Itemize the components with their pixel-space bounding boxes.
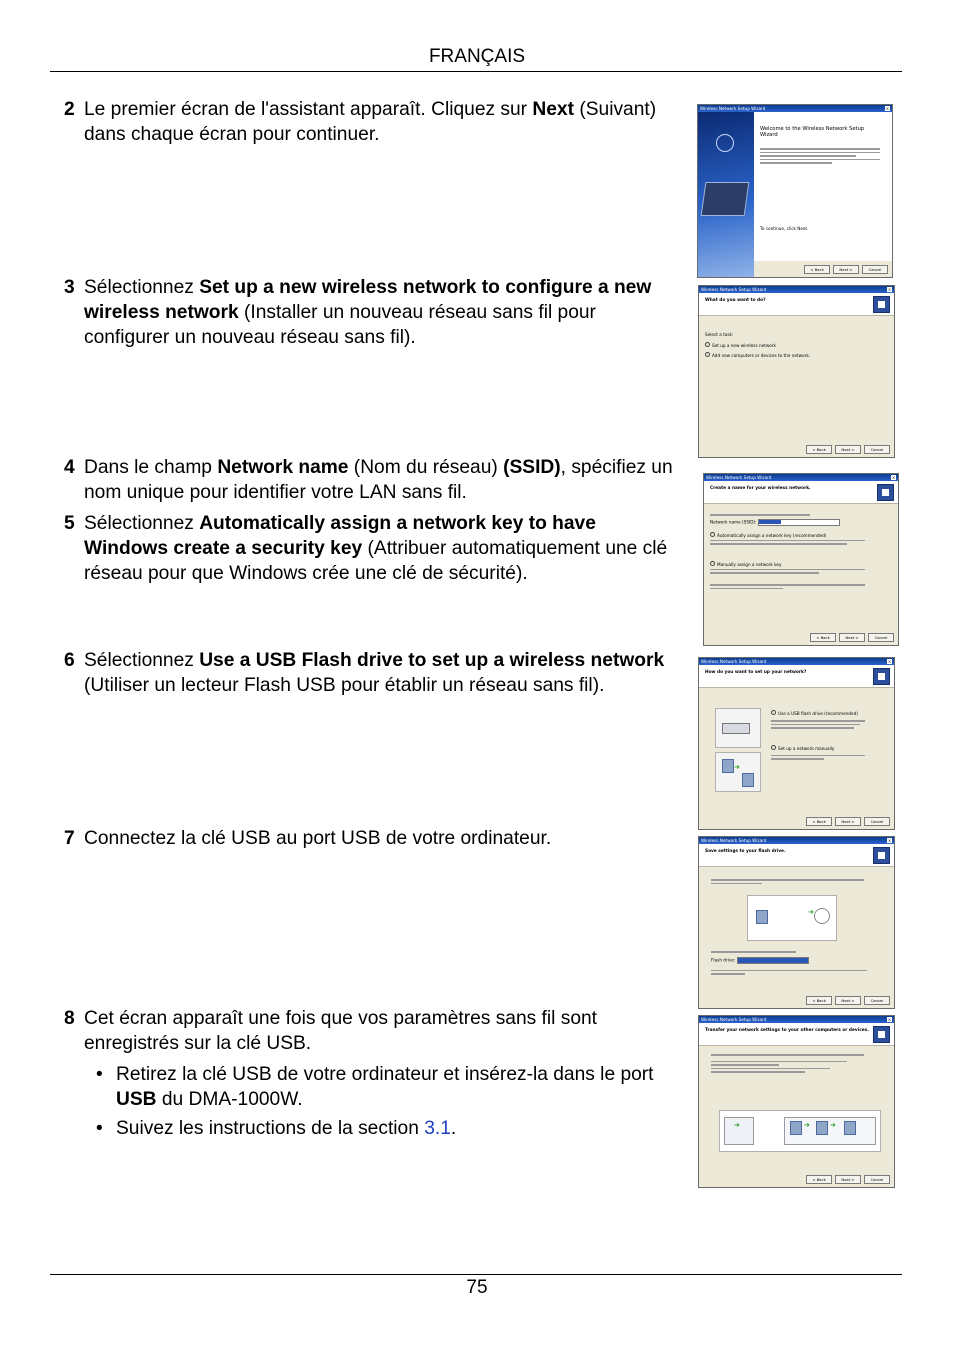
wizard-welcome-screenshot xyxy=(697,104,893,278)
window-titlebar: Wireless Network Setup Wizard × xyxy=(699,837,894,844)
wizard-footnote: To continue, click Next. xyxy=(760,226,809,231)
cancel-button[interactable]: Cancel xyxy=(864,1175,890,1184)
radio-icon xyxy=(771,745,776,750)
window-titlebar: Wireless Network Setup Wizard × xyxy=(699,286,894,293)
step-3 xyxy=(64,275,674,350)
window-titlebar: Wireless Network Setup Wizard × xyxy=(704,474,898,481)
step-6 xyxy=(64,648,674,698)
option-manual-key[interactable]: Manually assign a network key xyxy=(710,561,892,567)
laptop-icon xyxy=(701,182,750,216)
wizard-method-screenshot xyxy=(698,657,895,830)
network-devices-icon: ➜ xyxy=(715,752,761,792)
flash-drive-select[interactable] xyxy=(737,957,809,964)
header-rule xyxy=(50,71,902,72)
close-icon: × xyxy=(885,106,890,111)
step-number: 7 xyxy=(64,828,75,849)
flash-drive-row xyxy=(711,957,881,964)
field-label: Flash drive: xyxy=(711,957,736,963)
list-item: • Retirez la clé USB de votre ordinateur et insérez-la dans le port USB du DMA-1000W. xyxy=(96,1064,654,1110)
window-titlebar: Wireless Network Setup Wizard × xyxy=(699,658,894,665)
close-icon: × xyxy=(887,1017,892,1022)
network-name-field[interactable] xyxy=(758,519,840,526)
step-number: 8 xyxy=(64,1008,75,1029)
radio-icon xyxy=(710,532,715,537)
next-button[interactable]: Next > xyxy=(839,633,865,642)
step-number: 2 xyxy=(64,99,75,120)
page-number: 75 xyxy=(466,1277,488,1298)
wizard-heading: How do you want to set up your network? xyxy=(705,670,807,675)
header-language: FRANÇAIS xyxy=(428,46,526,67)
step-2 xyxy=(64,97,674,147)
next-button[interactable]: Next > xyxy=(835,996,861,1005)
back-button[interactable]: < Back xyxy=(806,996,832,1005)
close-icon: × xyxy=(887,287,892,292)
step-text: Sélectionnez Automatically assign a network key to have Windows create a security key (Attribuer automatiquement une clé réseau pour que Windows crée une clé de sécurité). xyxy=(84,513,668,584)
radio-icon xyxy=(710,561,715,566)
next-button[interactable]: Next > xyxy=(833,265,859,274)
wizard-name-screenshot xyxy=(703,473,899,646)
radio-icon xyxy=(771,710,776,715)
step-8 xyxy=(64,1006,674,1145)
back-button[interactable]: < Back xyxy=(804,265,830,274)
task-label: Select a task: xyxy=(705,332,734,337)
step-7 xyxy=(64,826,674,851)
cancel-button[interactable]: Cancel xyxy=(864,996,890,1005)
wizard-heading: Save settings to your flash drive. xyxy=(705,849,786,854)
wizard-heading: Transfer your network settings to your other computers or devices. xyxy=(705,1028,869,1033)
close-icon: × xyxy=(887,659,892,664)
wizard-icon xyxy=(873,296,890,313)
field-label: Network name (SSID): xyxy=(710,519,757,525)
step-text: Connectez la clé USB au port USB de votre ordinateur. xyxy=(84,828,552,849)
next-button[interactable]: Next > xyxy=(835,817,861,826)
wizard-transfer-screenshot xyxy=(698,1015,895,1188)
wizard-icon xyxy=(873,847,890,864)
step-text: Sélectionnez Set up a new wireless network to configure a new wireless network (Installer un nouveau réseau sans fil pour configurer un nouveau réseau sans fil). xyxy=(84,277,652,348)
section-link[interactable]: 3.1 xyxy=(424,1118,451,1139)
wizard-heading: What do you want to do? xyxy=(705,298,766,303)
close-icon: × xyxy=(887,838,892,843)
wizard-banner xyxy=(698,112,754,277)
step-text: Sélectionnez Use a USB Flash drive to set up a wireless network (Utiliser un lecteur Flash USB pour établir un réseau sans fil). xyxy=(84,650,665,696)
wizard-heading: Welcome to the Wireless Network Setup Wizard xyxy=(760,126,865,138)
list-item: • Suivez les instructions de la section 3.1. xyxy=(96,1118,457,1139)
option-manual-setup[interactable]: Set up a network manually xyxy=(771,745,889,751)
pc-to-usb-illustration: ➜ xyxy=(747,895,837,941)
wizard-save-screenshot xyxy=(698,836,895,1009)
step-text: Cet écran apparaît une fois que vos paramètres sans fil sont enregistrés sur la clé USB. • Retirez la clé USB de votre ordinateur et insérez-la dans le port USB du DMA-1000W. • Suivez les instructions de la section 3.1. xyxy=(84,1006,674,1141)
step-text: Le premier écran de l'assistant apparaît. Cliquez sur Next (Suivant) dans chaque écran pour continuer. xyxy=(84,99,657,145)
wizard-icon xyxy=(873,668,890,685)
window-titlebar: Wireless Network Setup Wizard × xyxy=(699,1016,894,1023)
cancel-button[interactable]: Cancel xyxy=(864,817,890,826)
network-name-row xyxy=(710,519,892,526)
back-button[interactable]: < Back xyxy=(806,445,832,454)
step-number: 6 xyxy=(64,650,75,671)
footer-rule xyxy=(50,1274,902,1275)
wizard-task-screenshot xyxy=(698,285,895,458)
step-number: 4 xyxy=(64,457,75,478)
transfer-illustration: ➜ ➜ ➜ xyxy=(719,1110,881,1152)
step-5 xyxy=(64,511,674,586)
back-button[interactable]: < Back xyxy=(806,817,832,826)
wizard-icon xyxy=(873,1026,890,1043)
wireless-icon xyxy=(716,134,734,152)
option-usb-drive[interactable]: Use a USB flash drive (recommended) xyxy=(771,710,889,716)
step-4 xyxy=(64,455,674,505)
step-number: 5 xyxy=(64,513,75,534)
cancel-button[interactable]: Cancel xyxy=(864,445,890,454)
wizard-heading: Create a name for your wireless network. xyxy=(710,486,811,491)
next-button[interactable]: Next > xyxy=(835,1175,861,1184)
next-button[interactable]: Next > xyxy=(835,445,861,454)
radio-icon xyxy=(705,352,710,357)
back-button[interactable]: < Back xyxy=(806,1175,832,1184)
radio-icon xyxy=(705,342,710,347)
cancel-button[interactable]: Cancel xyxy=(862,265,888,274)
step-number: 3 xyxy=(64,277,75,298)
step-text: Dans le champ Network name (Nom du réseau) (SSID), spécifiez un nom unique pour identifier votre LAN sans fil. xyxy=(84,457,673,503)
option-add-devices[interactable]: Add new computers or devices to the network. xyxy=(705,352,888,358)
cancel-button[interactable]: Cancel xyxy=(868,633,894,642)
bullet-list xyxy=(84,1062,674,1141)
back-button[interactable]: < Back xyxy=(810,633,836,642)
close-icon: × xyxy=(891,475,896,480)
wizard-icon xyxy=(877,484,894,501)
option-new-network[interactable]: Set up a new wireless network xyxy=(705,342,888,348)
usb-drive-icon xyxy=(715,708,761,748)
option-auto-key[interactable]: Automatically assign a network key (recommended) xyxy=(710,532,892,538)
window-titlebar: Wireless Network Setup Wizard × xyxy=(698,105,892,112)
